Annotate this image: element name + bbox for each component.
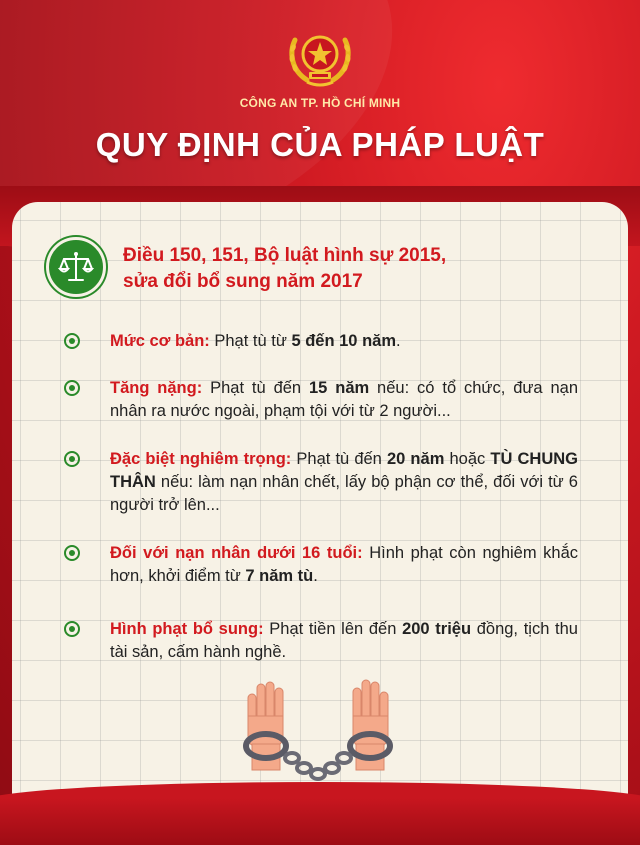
law-reference-line-1: Điều 150, 151, Bộ luật hình sự 2015, (123, 245, 447, 266)
item-label: Đặc biệt nghiêm trọng: (110, 450, 292, 468)
item-emphasis: 7 năm tù (245, 567, 314, 585)
list-item-text (110, 377, 578, 423)
item-text: . (396, 332, 401, 350)
footer-band (0, 798, 640, 845)
agency-name: CÔNG AN TP. HỒ CHÍ MINH (239, 96, 401, 110)
item-text: Phạt tù đến (202, 379, 309, 397)
item-text: Phạt tiền lên đến (263, 620, 403, 638)
item-label: Tăng nặng: (110, 379, 203, 397)
item-text: đồng, tịch thu tài sản, cấm hành nghề. (110, 620, 578, 661)
item-text: . (313, 567, 318, 585)
item-text: Phạt tù từ (209, 332, 292, 350)
item-text: nếu: làm nạn nhân chết, lấy bộ phận cơ thể, đối với từ 6 người trở lên... (110, 473, 578, 514)
list-item-text (110, 330, 578, 353)
page-title: QUY ĐỊNH CỦA PHÁP LUẬT (95, 126, 545, 163)
law-reference (123, 243, 446, 295)
item-emphasis: 200 triệu (402, 620, 472, 638)
item-emphasis: 5 đến 10 năm (291, 332, 396, 350)
bullet-icon (64, 621, 80, 637)
law-reference-line-2: sửa đổi bổ sung năm 2017 (123, 271, 363, 292)
item-label: Hình phạt bổ sung: (110, 620, 264, 638)
item-text: nếu: có tổ chức, đưa nạn nhân ra nước ngoài, phạm tội với từ 2 người... (110, 379, 579, 420)
list-item-text (110, 448, 578, 517)
bullet-icon (64, 451, 80, 467)
bullet-icon (64, 333, 80, 349)
police-emblem-icon (285, 26, 355, 90)
bullet-icon (64, 545, 80, 561)
item-text: hoặc (444, 450, 491, 468)
item-text: Phạt tù đến (291, 450, 387, 468)
handcuffs-icon (238, 666, 398, 794)
scales-of-justice-icon (46, 237, 106, 297)
item-emphasis: 15 năm (309, 379, 370, 397)
item-label: Mức cơ bản: (110, 332, 210, 350)
bullet-icon (64, 380, 80, 396)
item-label: Đối với nạn nhân dưới 16 tuổi: (110, 544, 363, 562)
item-text: Hình phạt còn nghiêm khắc hơn, khởi điểm từ (110, 544, 579, 585)
list-item-text (110, 618, 578, 664)
item-emphasis: 20 năm (386, 450, 445, 468)
list-item-text (110, 542, 578, 588)
item-emphasis: TÙ CHUNG THÂN (110, 450, 578, 491)
